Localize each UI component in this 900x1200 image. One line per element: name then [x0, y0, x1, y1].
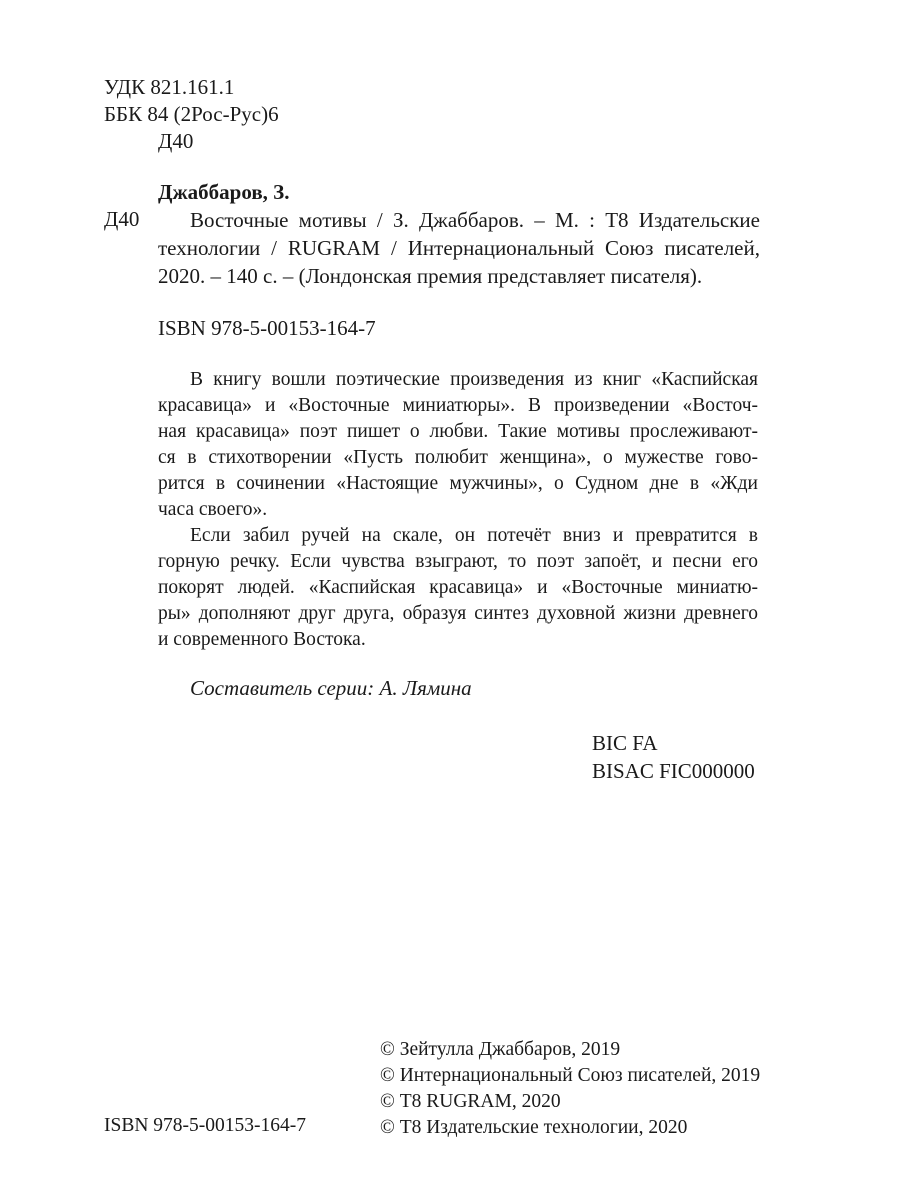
- udk-code: УДК 821.161.1: [104, 75, 235, 99]
- copyright-line: © Т8 RUGRAM, 2020: [380, 1091, 561, 1112]
- annotation-line: В книгу вошли поэтические произведения из книг «Каспийская: [190, 369, 758, 390]
- copyright-line: © Зейтулла Джаббаров, 2019: [380, 1039, 621, 1060]
- annotation-line: Если забил ручей на скале, он потечёт вниз и превратится в: [190, 525, 758, 546]
- annotation-line: горную речку. Если чувства взыграют, то поэт запоёт, и песни его: [158, 551, 758, 572]
- bib-line-3: 2020. – 140 с. – (Лондонская премия представляет писателя).: [158, 264, 703, 288]
- bib-line-1: Восточные мотивы / З. Джаббаров. – М. : Т8 Издательские: [190, 208, 760, 232]
- bic-code: BIC FA: [592, 731, 658, 755]
- bbk-code: ББК 84 (2Рос-Рус)6: [104, 102, 279, 126]
- annotation-line: красавица» и «Восточные миниатюры». В произведении «Восточ-: [158, 395, 758, 416]
- copyright-line: © Интернациональный Союз писателей, 2019: [380, 1065, 761, 1086]
- copyright-line: © Т8 Издательские технологии, 2020: [380, 1117, 688, 1138]
- bib-line-2: технологии / RUGRAM / Интернациональный Союз писателей,: [158, 236, 760, 260]
- annotation-line: часа своего».: [158, 499, 268, 520]
- isbn-record: ISBN 978-5-00153-164-7: [158, 316, 376, 340]
- annotation-line: ры» дополняют друг друга, образуя синтез духовной жизни древнего: [158, 603, 758, 624]
- isbn-footer: ISBN 978-5-00153-164-7: [104, 1115, 307, 1136]
- annotation-line: и современного Востока.: [158, 629, 366, 650]
- author-mark-top: Д40: [158, 129, 194, 153]
- annotation-line: покорят людей. «Каспийская красавица» и «Восточные миниатю-: [158, 577, 758, 598]
- annotation-line: ся в стихотворении «Пусть полюбит женщина», о мужестве гово-: [158, 447, 758, 468]
- author-mark-record: Д40: [104, 207, 140, 231]
- annotation-line: рится в сочинении «Настоящие мужчины», о Судном дне в «Жди: [158, 473, 758, 494]
- bisac-code: BISAC FIC000000: [592, 759, 755, 783]
- annotation-line: ная красавица» поэт пишет о любви. Такие мотивы прослеживают-: [158, 421, 758, 442]
- series-compiler: Составитель серии: А. Лямина: [190, 676, 472, 700]
- author-heading: Джаббаров, З.: [158, 180, 290, 204]
